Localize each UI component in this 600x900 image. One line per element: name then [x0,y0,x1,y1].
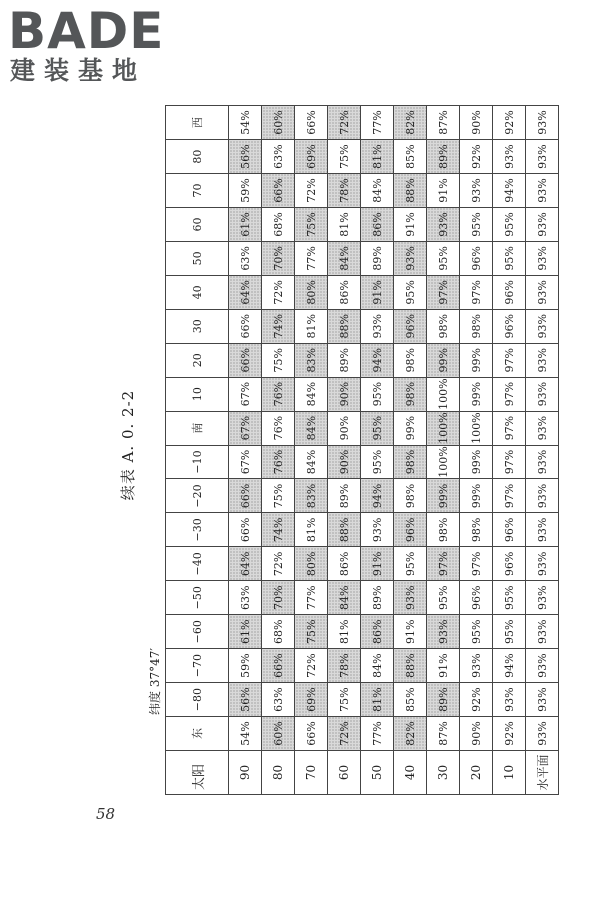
table-cell: 100% [460,411,493,445]
column-header: 东 [166,717,229,751]
table-cell: 77% [295,241,328,275]
table-cell: 98% [394,343,427,377]
table-cell: 96% [493,309,526,343]
table-cell: 66% [229,309,262,343]
table-cell: 89% [328,343,361,377]
table-cell: 97% [427,547,460,581]
table-cell: 93% [526,547,559,581]
table-cell: 80% [295,547,328,581]
table-cell: 77% [295,581,328,615]
row-header: 10 [493,751,526,795]
table-cell: 95% [460,208,493,242]
table-cell: 60% [262,106,295,140]
table-cell: 76% [262,411,295,445]
table-cell: 89% [361,581,394,615]
table-cell: 99% [427,343,460,377]
table-cell: 91% [361,547,394,581]
table-cell: 91% [427,649,460,683]
table-row [394,106,427,795]
table-cell: 61% [229,615,262,649]
table-cell: 84% [295,411,328,445]
table-cell: 98% [460,513,493,547]
rotated-content [115,95,550,795]
table-cell: 97% [493,445,526,479]
table-cell: 90% [328,377,361,411]
table-cell: 86% [328,275,361,309]
table-cell: 75% [295,208,328,242]
table-cell: 81% [295,309,328,343]
table-cell: 75% [262,479,295,513]
table-cell: 84% [361,174,394,208]
table-cell: 66% [295,106,328,140]
rotated-table-area [115,95,550,795]
table-cell: 84% [295,445,328,479]
table-cell: 86% [361,615,394,649]
table-cell: 81% [295,513,328,547]
table-cell: 89% [427,683,460,717]
column-header: 80 [166,140,229,174]
corner-cell: 太阳 [166,751,229,795]
table-cell: 93% [460,649,493,683]
table-cell: 66% [229,343,262,377]
table-row [295,106,328,795]
table-cell: 84% [328,241,361,275]
table-body [229,106,559,795]
table-cell: 88% [328,309,361,343]
row-header: 20 [460,751,493,795]
table-cell: 63% [229,241,262,275]
table-cell: 77% [361,717,394,751]
table-cell: 93% [526,174,559,208]
table-cell: 93% [526,445,559,479]
table-cell: 70% [262,241,295,275]
table-cell: 56% [229,683,262,717]
table-cell: 93% [526,615,559,649]
table-cell: 95% [427,581,460,615]
table-cell: 59% [229,174,262,208]
table-cell: 56% [229,140,262,174]
table-cell: 92% [460,683,493,717]
column-header: 10 [166,377,229,411]
table-cell: 72% [328,106,361,140]
table-cell: 68% [262,208,295,242]
table-cell: 90% [460,717,493,751]
table-row [262,106,295,795]
table-cell: 95% [361,411,394,445]
table-cell: 84% [295,377,328,411]
row-header: 30 [427,751,460,795]
table-cell: 95% [493,581,526,615]
column-header: −80 [166,683,229,717]
table-cell: 93% [526,208,559,242]
table-cell: 93% [526,513,559,547]
table-cell: 93% [526,140,559,174]
logo-subtitle: 建装基地 [10,56,147,85]
table-row [229,106,262,795]
table-cell: 72% [328,717,361,751]
table-cell: 76% [262,445,295,479]
table-cell: 64% [229,275,262,309]
row-header: 80 [262,751,295,795]
table-caption: 续表 A. 0. 2-2 [119,389,137,501]
table-cell: 74% [262,513,295,547]
table-row [460,106,493,795]
table-cell: 93% [526,106,559,140]
table-cell: 95% [394,275,427,309]
table-cell: 88% [394,174,427,208]
table-cell: 93% [526,377,559,411]
table-cell: 72% [262,547,295,581]
row-header: 50 [361,751,394,795]
column-header: 20 [166,343,229,377]
table-cell: 98% [427,513,460,547]
column-header: 30 [166,309,229,343]
column-header: 南 [166,411,229,445]
table-cell: 99% [460,479,493,513]
table-cell: 93% [394,581,427,615]
table-cell: 96% [493,513,526,547]
table-cell: 93% [526,309,559,343]
table-cell: 93% [526,479,559,513]
table-cell: 97% [493,343,526,377]
table-cell: 89% [328,479,361,513]
table-row [493,106,526,795]
table-cell: 72% [295,174,328,208]
column-header: −40 [166,547,229,581]
table-cell: 95% [493,241,526,275]
table-cell: 98% [460,309,493,343]
table-cell: 75% [328,683,361,717]
table-cell: 91% [427,174,460,208]
table-cell: 97% [460,275,493,309]
table-cell: 81% [361,683,394,717]
table-cell: 92% [460,140,493,174]
table-cell: 93% [526,241,559,275]
table-cell: 74% [262,309,295,343]
table-cell: 93% [526,683,559,717]
table-cell: 95% [460,615,493,649]
table-cell: 95% [427,241,460,275]
table-cell: 99% [460,445,493,479]
table-cell: 95% [394,547,427,581]
table-cell: 86% [361,208,394,242]
header-row [166,106,229,795]
table-cell: 96% [493,547,526,581]
table-cell: 77% [361,106,394,140]
table-cell: 72% [262,275,295,309]
brand-logo [8,2,183,88]
column-header: 70 [166,174,229,208]
table-cell: 80% [295,275,328,309]
table-cell: 94% [361,479,394,513]
table-cell: 64% [229,547,262,581]
table-cell: 75% [295,615,328,649]
table-cell: 93% [526,581,559,615]
table-cell: 67% [229,411,262,445]
table-cell: 94% [361,343,394,377]
table-cell: 76% [262,377,295,411]
row-header: 水平面 [526,751,559,795]
table-cell: 93% [526,343,559,377]
table-cell: 98% [394,445,427,479]
table-cell: 97% [493,479,526,513]
table-cell: 86% [328,547,361,581]
table-cell: 91% [361,275,394,309]
table-cell: 75% [328,140,361,174]
table-cell: 75% [262,343,295,377]
table-cell: 84% [328,581,361,615]
table-cell: 93% [526,649,559,683]
table-cell: 90% [460,106,493,140]
table-cell: 61% [229,208,262,242]
table-row [328,106,361,795]
table-cell: 66% [295,717,328,751]
table-cell: 85% [394,683,427,717]
table-cell: 92% [493,106,526,140]
table-cell: 82% [394,106,427,140]
table-cell: 91% [394,615,427,649]
table-cell: 81% [361,140,394,174]
column-header: −50 [166,581,229,615]
table-cell: 66% [262,649,295,683]
table-cell: 70% [262,581,295,615]
table-cell: 67% [229,445,262,479]
table-cell: 93% [361,309,394,343]
logo-brand-text: BADE [8,2,165,60]
column-header: 西 [166,106,229,140]
table-cell: 98% [394,377,427,411]
column-header: −70 [166,649,229,683]
table-cell: 54% [229,106,262,140]
table-cell: 83% [295,343,328,377]
table-cell: 93% [427,208,460,242]
table-cell: 93% [526,411,559,445]
table-cell: 66% [229,479,262,513]
table-cell: 60% [262,717,295,751]
table-cell: 81% [328,208,361,242]
table-cell: 96% [460,581,493,615]
page-number: 58 [96,805,116,823]
table-row [526,106,559,795]
table-cell: 91% [394,208,427,242]
table-cell: 93% [460,174,493,208]
table-cell: 68% [262,615,295,649]
table-cell: 89% [361,241,394,275]
table-cell: 78% [328,174,361,208]
table-cell: 66% [229,513,262,547]
table-cell: 88% [328,513,361,547]
column-header: 40 [166,275,229,309]
table-cell: 93% [394,241,427,275]
column-header: −10 [166,445,229,479]
column-header: −20 [166,479,229,513]
table-cell: 85% [394,140,427,174]
table-cell: 99% [460,343,493,377]
table-cell: 72% [295,649,328,683]
table-cell: 90% [328,411,361,445]
table-cell: 99% [460,377,493,411]
table-cell: 98% [394,479,427,513]
table-cell: 93% [427,615,460,649]
table-cell: 95% [361,445,394,479]
table-cell: 81% [328,615,361,649]
table-cell: 93% [493,140,526,174]
table-cell: 87% [427,717,460,751]
table-cell: 97% [460,547,493,581]
table-cell: 63% [229,581,262,615]
table-cell: 66% [262,174,295,208]
row-header: 60 [328,751,361,795]
table-cell: 69% [295,140,328,174]
table-cell: 95% [493,208,526,242]
column-header: −60 [166,615,229,649]
column-header: −30 [166,513,229,547]
table-cell: 97% [427,275,460,309]
table-cell: 95% [493,615,526,649]
table-cell: 54% [229,717,262,751]
table-cell: 94% [493,174,526,208]
table-cell: 100% [427,445,460,479]
table-cell: 78% [328,649,361,683]
table-cell: 93% [526,717,559,751]
table-cell: 99% [427,479,460,513]
table-cell: 97% [493,377,526,411]
table-cell: 63% [262,140,295,174]
table-cell: 95% [361,377,394,411]
latitude-label: 纬度 37°47′ [148,647,162,715]
table-cell: 99% [394,411,427,445]
table-cell: 87% [427,106,460,140]
table-cell: 100% [427,377,460,411]
column-header: 60 [166,208,229,242]
table-cell: 92% [493,717,526,751]
table-cell: 67% [229,377,262,411]
table-cell: 88% [394,649,427,683]
table-cell: 97% [493,411,526,445]
table-cell: 83% [295,479,328,513]
table-cell: 63% [262,683,295,717]
table-cell: 93% [526,275,559,309]
table-cell: 90% [328,445,361,479]
row-header: 90 [229,751,262,795]
table-cell: 96% [394,309,427,343]
table-cell: 93% [493,683,526,717]
table-row [361,106,394,795]
table-row [427,106,460,795]
row-header: 70 [295,751,328,795]
table-cell: 93% [361,513,394,547]
solar-table [165,105,559,795]
column-header: 50 [166,241,229,275]
table-cell: 69% [295,683,328,717]
table-cell: 94% [493,649,526,683]
table-cell: 96% [493,275,526,309]
table-cell: 96% [460,241,493,275]
table-cell: 100% [427,411,460,445]
table-cell: 98% [427,309,460,343]
row-header: 40 [394,751,427,795]
table-cell: 59% [229,649,262,683]
table-cell: 89% [427,140,460,174]
table-cell: 84% [361,649,394,683]
table-cell: 96% [394,513,427,547]
table-cell: 82% [394,717,427,751]
